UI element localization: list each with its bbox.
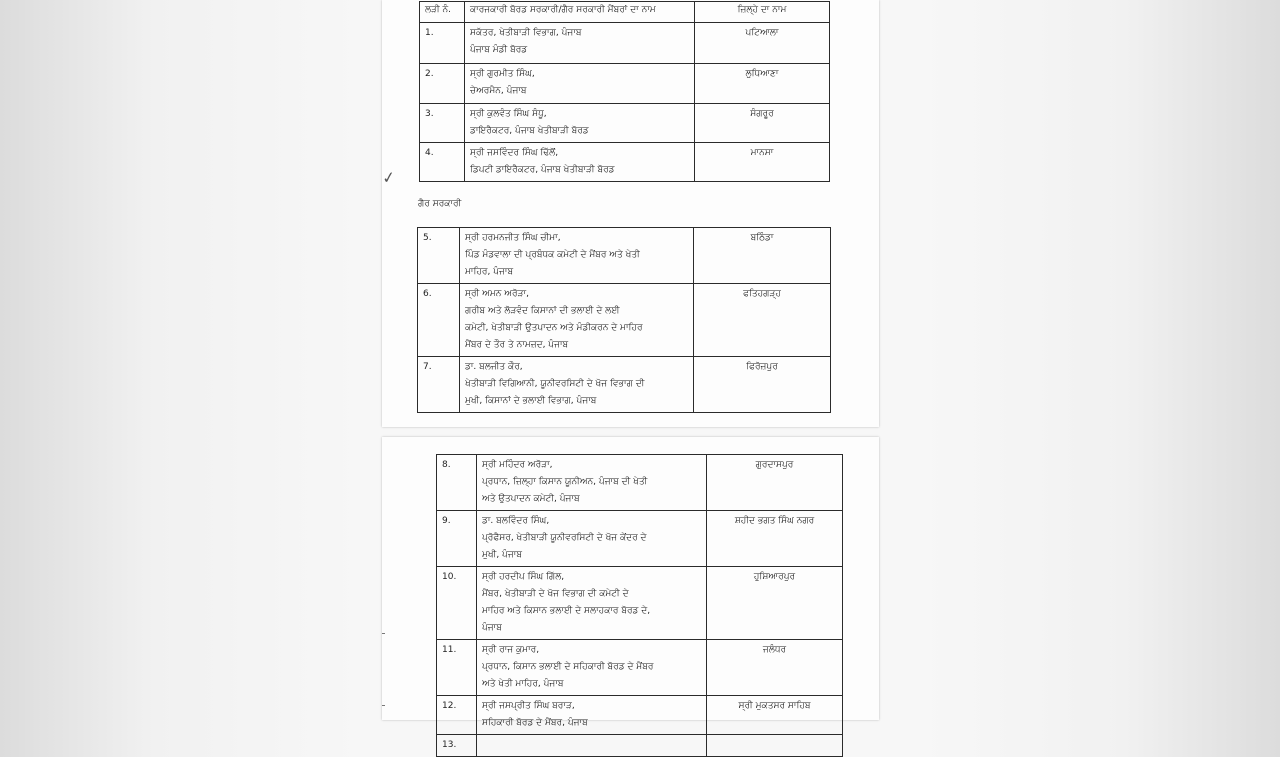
member-detail-line: ਅਤੇ ਖੇਤੀ ਮਾਹਿਰ, ਪੰਜਾਬ (482, 679, 564, 689)
table-row (437, 455, 843, 511)
member-details (460, 228, 694, 284)
document-page-2 (382, 437, 879, 750)
serial-number: 9. (437, 511, 477, 567)
serial-number: 8. (437, 455, 477, 511)
serial-number: 5. (418, 228, 460, 284)
member-details (460, 284, 694, 357)
member-details (477, 696, 707, 735)
district-name: ਜਲੰਧਰ (707, 640, 843, 696)
serial-number-header: ਲੜੀ ਨੰ. (420, 2, 465, 23)
member-details (465, 143, 695, 182)
members-table-official (419, 1, 830, 182)
member-name-line: ਸਕੱਤਰ, ਖੇਤੀਬਾੜੀ ਵਿਭਾਗ, ਪੰਜਾਬ (470, 28, 582, 38)
member-details (465, 64, 695, 104)
member-name-line: ਸ੍ਰੀ ਕੁਲਵੰਤ ਸਿੰਘ ਸੰਧੂ, (470, 109, 547, 119)
member-detail-line: ਪ੍ਰਧਾਨ, ਜ਼ਿਲ੍ਹਾ ਕਿਸਾਨ ਯੂਨੀਅਨ, ਪੰਜਾਬ ਦੀ ਖੇਤੀ (482, 477, 648, 487)
margin-mark (382, 705, 385, 706)
table-row (420, 143, 830, 182)
table-row (420, 64, 830, 104)
member-detail-line: ਮੁਖੀ, ਕਿਸਾਨਾਂ ਦੇ ਭਲਾਈ ਵਿਭਾਗ, ਪੰਜਾਬ (465, 396, 597, 406)
member-name-line: ਸ੍ਰੀ ਜਸਵਿੰਦਰ ਸਿੰਘ ਢਿੱਲੋਂ, (470, 148, 559, 158)
member-detail-line: ਸ੍ਰੀ ਹਰਦੀਪ ਸਿੰਘ ਗਿੱਲ, (482, 572, 565, 582)
member-detail-line: ਸ੍ਰੀ ਮਹਿੰਦਰ ਅਰੋੜਾ, (482, 460, 553, 470)
table-row (437, 511, 843, 567)
district-name: ਗੁਰਦਾਸਪੁਰ (707, 455, 843, 511)
member-detail-line: ਮਾਹਿਰ ਅਤੇ ਕਿਸਾਨ ਭਲਾਈ ਦੇ ਸਲਾਹਕਾਰ ਬੋਰਡ ਦੇ, (482, 606, 651, 616)
member-designation-line: ਚੇਅਰਮੈਨ, ਪੰਜਾਬ (470, 86, 527, 96)
table-header-row (420, 2, 830, 23)
member-detail-line: ਸ੍ਰੀ ਜਸਪ੍ਰੀਤ ਸਿੰਘ ਬਰਾੜ, (482, 701, 575, 711)
member-detail-line: ਸ੍ਰੀ ਅਮਨ ਅਰੋੜਾ, (465, 289, 529, 299)
document-page-1 (382, 0, 879, 427)
member-detail-line: ਕਮੇਟੀ, ਖੇਤੀਬਾੜੀ ਉਤਪਾਦਨ ਅਤੇ ਮੰਡੀਕਰਨ ਦੇ ਮਾਹਿਰ (465, 323, 643, 333)
district-name: ਫਤਿਹਗੜ੍ਹ (694, 284, 831, 357)
member-detail-line: ਖੇਤੀਬਾੜੀ ਵਿਗਿਆਨੀ, ਯੂਨੀਵਰਸਿਟੀ ਦੇ ਖੋਜ ਵਿਭਾਗ ਦੀ (465, 379, 645, 389)
member-detail-line: ਮੁਖੀ, ਪੰਜਾਬ (482, 550, 522, 560)
serial-number: 4. (420, 143, 465, 182)
member-details (477, 567, 707, 640)
member-designation-line: ਪੰਜਾਬ ਮੰਡੀ ਬੋਰਡ (470, 45, 528, 55)
member-details (477, 455, 707, 511)
member-detail-line: ਗਰੀਬ ਅਤੇ ਲੋੜਵੰਦ ਕਿਸਾਨਾਂ ਦੀ ਭਲਾਈ ਦੇ ਲਈ (465, 306, 620, 316)
member-detail-line: ਅਤੇ ਉਤਪਾਦਨ ਕਮੇਟੀ, ਪੰਜਾਬ (482, 494, 580, 504)
member-detail-line: ਡਾ. ਬਲਜੀਤ ਕੌਰ, (465, 362, 523, 372)
member-detail-line: ਮੈਂਬਰ, ਖੇਤੀਬਾੜੀ ਦੇ ਖੋਜ ਵਿਭਾਗ ਦੀ ਕਮੇਟੀ ਦੇ (482, 589, 629, 599)
margin-mark (382, 633, 385, 634)
district-name (707, 735, 843, 757)
table-row (437, 567, 843, 640)
district-name: ਲੁਧਿਆਣਾ (695, 64, 830, 104)
district-name: ਪਟਿਆਲਾ (695, 23, 830, 64)
member-detail-line: ਸਹਿਕਾਰੀ ਬੋਰਡ ਦੇ ਮੈਂਬਰ, ਪੰਜਾਬ (482, 718, 588, 728)
district-name: ਫਿਰੋਜ਼ਪੁਰ (694, 357, 831, 413)
serial-number: 7. (418, 357, 460, 413)
member-detail-line: ਪ੍ਰਧਾਨ, ਕਿਸਾਨ ਭਲਾਈ ਦੇ ਸਹਿਕਾਰੀ ਬੋਰਡ ਦੇ ਮੈਂਬਰ (482, 662, 654, 672)
member-name-header: ਕਾਰਜਕਾਰੀ ਬੋਰਡ ਸਰਕਾਰੀ/ਗੈਰ ਸਰਕਾਰੀ ਮੈਂਬਰਾਂ ਦਾ ਨਾਮ (465, 2, 695, 23)
member-detail-line: ਮਾਹਿਰ, ਪੰਜਾਬ (465, 267, 514, 277)
district-name: ਬਠਿੰਡਾ (694, 228, 831, 284)
member-detail-line: ਸ੍ਰੀ ਰਾਜ ਕੁਮਾਰ, (482, 645, 540, 655)
member-details (477, 640, 707, 696)
table-row (420, 23, 830, 64)
member-detail-line: ਮੈਂਬਰ ਦੇ ਤੌਰ ਤੇ ਨਾਮਜ਼ਦ, ਪੰਜਾਬ (465, 340, 569, 350)
table-row (437, 735, 843, 757)
district-name: ਸੰਗਰੂਰ (695, 104, 830, 143)
member-designation-line: ਡਿਪਟੀ ਡਾਇਰੈਕਟਰ, ਪੰਜਾਬ ਖੇਤੀਬਾੜੀ ਬੋਰਡ (470, 165, 615, 175)
serial-number: 1. (420, 23, 465, 64)
member-details (477, 735, 707, 757)
table-row (420, 104, 830, 143)
serial-number: 10. (437, 567, 477, 640)
member-details (465, 23, 695, 64)
serial-number: 13. (437, 735, 477, 757)
member-detail-line: ਸ੍ਰੀ ਹਰਮਨਜੀਤ ਸਿੰਘ ਚੀਮਾ, (465, 233, 561, 243)
table-row (418, 357, 831, 413)
member-detail-line: ਪੰਜਾਬ (482, 623, 502, 633)
member-details (477, 511, 707, 567)
members-table-non-official (417, 227, 831, 413)
member-detail-line: ਡਾ. ਬਲਵਿੰਦਰ ਸਿੰਘ, (482, 516, 550, 526)
table-row (418, 284, 831, 357)
serial-number: 12. (437, 696, 477, 735)
table-row (437, 640, 843, 696)
serial-number: 11. (437, 640, 477, 696)
district-name: ਸ਼ਹੀਦ ਭਗਤ ਸਿੰਘ ਨਗਰ (707, 511, 843, 567)
member-detail-line: ਪ੍ਰੋਫੈਸਰ, ਖੇਤੀਬਾੜੀ ਯੂਨੀਵਰਸਿਟੀ ਦੇ ਖੋਜ ਕੇਂਦਰ ਦੇ (482, 533, 647, 543)
member-details (465, 104, 695, 143)
serial-number: 3. (420, 104, 465, 143)
table-row (418, 228, 831, 284)
member-details (460, 357, 694, 413)
section-heading: ਗੈਰ ਸਰਕਾਰੀ (418, 199, 462, 209)
district-name: ਸ੍ਰੀ ਮੁਕਤਸਰ ਸਾਹਿਬ (707, 696, 843, 735)
member-detail-line: ਪਿੰਡ ਮੰਡਵਾਲਾ ਦੀ ਪ੍ਰਬੰਧਕ ਕਮੇਟੀ ਦੇ ਮੈਂਬਰ ਅਤੇ ਖੇਤੀ (465, 250, 640, 260)
district-header: ਜ਼ਿਲ੍ਹੇ ਦਾ ਨਾਮ (695, 2, 830, 23)
district-name: ਮਾਨਸਾ (695, 143, 830, 182)
serial-number: 6. (418, 284, 460, 357)
members-table-continued (436, 454, 843, 757)
member-designation-line: ਡਾਇਰੈਕਟਰ, ਪੰਜਾਬ ਖੇਤੀਬਾੜੀ ਬੋਰਡ (470, 126, 589, 136)
check-mark-icon: ✓ (380, 167, 397, 188)
serial-number: 2. (420, 64, 465, 104)
member-name-line: ਸ੍ਰੀ ਗੁਰਮੀਤ ਸਿੰਘ, (470, 69, 535, 79)
district-name: ਹੁਸ਼ਿਆਰਪੁਰ (707, 567, 843, 640)
table-row (437, 696, 843, 735)
